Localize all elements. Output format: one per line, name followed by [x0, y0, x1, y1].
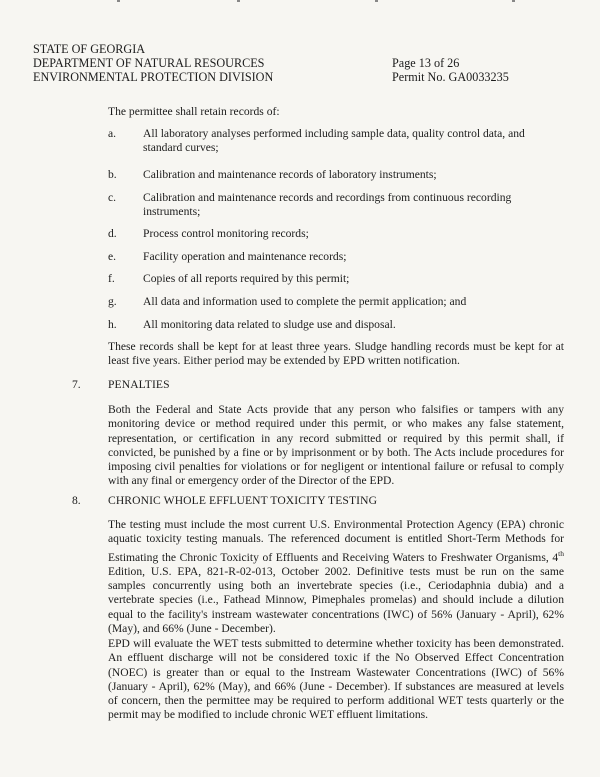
list-item-text: All monitoring data related to sludge use and disposal. — [143, 318, 396, 331]
wet-text-part: The testing must include the most current U.S. Environmental Protection Agency (EPA) chronic aquatic toxicity testing manuals. The referenced document is entitled Short-Term Methods for Estimating the Chronic Toxicity of Effluents and Receiving Waters to Freshwater Organisms, 4 — [108, 518, 564, 564]
scan-mark — [237, 0, 240, 2]
wet-evaluation-paragraph: EPD will evaluate the WET tests submitted to determine whether toxicity has been demonstrated. An effluent discharge will not be considered toxic if the No Observed Effect Concentration (NOEC) is greater than or equal to the Instream Wastewater Concentrations (IWC) of 56% (January - April), 62% (May), and 66% (June - December). If substances are measured at levels of concern, then the permittee may be required to perform additional WET tests quarterly or the permit may be modified to include chronic WET effluent limitations. — [108, 637, 564, 722]
scan-mark — [117, 0, 120, 2]
permit-number: Permit No. GA0033235 — [392, 70, 509, 84]
scan-mark — [375, 0, 378, 2]
agency-line-division: ENVIRONMENTAL PROTECTION DIVISION — [33, 70, 274, 84]
scan-mark — [512, 0, 515, 2]
penalties-paragraph: Both the Federal and State Acts provide that any person who falsifies or tampers with any monitoring device or method required under this permit, or who makes any false statement, representation, or certification in any record submitted or required by this permit shall, if convicted, be punished by a fine or by imprisonment or by both. The Acts include procedures for imposing civil penalties for violations or for negligent or intentional failure or refusal to comply with any final or emergency order of the Director of the EPD. — [108, 403, 564, 488]
list-item-letter: c. — [108, 191, 117, 204]
list-item-text: Facility operation and maintenance records; — [143, 250, 347, 263]
list-item-letter: d. — [108, 227, 117, 240]
section-number: 7. — [72, 378, 81, 391]
list-item-letter: a. — [108, 127, 117, 140]
list-item-letter: e. — [108, 250, 117, 263]
records-intro: The permittee shall retain records of: — [108, 105, 280, 118]
list-item-text: All data and information used to complete the permit application; and — [143, 295, 467, 308]
list-item-text: Copies of all reports required by this permit; — [143, 272, 350, 285]
list-item-letter: f. — [108, 272, 115, 285]
list-item-letter: g. — [108, 295, 117, 308]
agency-line-department: DEPARTMENT OF NATURAL RESOURCES — [33, 56, 265, 70]
list-item-letter: b. — [108, 168, 117, 181]
agency-line-state: STATE OF GEORGIA — [33, 42, 146, 56]
agency-header — [33, 42, 273, 84]
wet-testing-paragraph — [108, 518, 564, 636]
section-title: CHRONIC WHOLE EFFLUENT TOXICITY TESTING — [108, 494, 378, 507]
retention-paragraph: These records shall be kept for at least three years. Sludge handling records must be kept for at least five years. Either period may be extended by EPD written notification. — [108, 340, 564, 368]
list-item-text: All laboratory analyses performed including sample data, quality control data, and standard curves; — [143, 127, 525, 155]
page-number: Page 13 of 26 — [392, 56, 460, 70]
section-title: PENALTIES — [108, 378, 170, 391]
list-item-text: Calibration and maintenance records of laboratory instruments; — [143, 168, 437, 181]
wet-text-part: Edition, U.S. EPA, 821-R-02-013, October 2002. Definitive tests must be run on the same samples concurrently using both an invertebrate species (i.e., Ceriodaphnia dubia) and a vertebrate species (i.e., Fathead Minnow, Pimephales promelas) and should include a dilution equal to the facility's instream wastewater concentrations (IWC) of 56% (January - April), 62% (May), and 66% (June - December). — [108, 564, 564, 635]
list-item-text: Process control monitoring records; — [143, 227, 309, 240]
ordinal-suffix: th — [558, 548, 564, 558]
section-number: 8. — [72, 494, 81, 507]
list-item-letter: h. — [108, 318, 117, 331]
page-info — [392, 56, 509, 84]
list-item-text: Calibration and maintenance records and recordings from continuous recording instruments; — [143, 191, 512, 219]
